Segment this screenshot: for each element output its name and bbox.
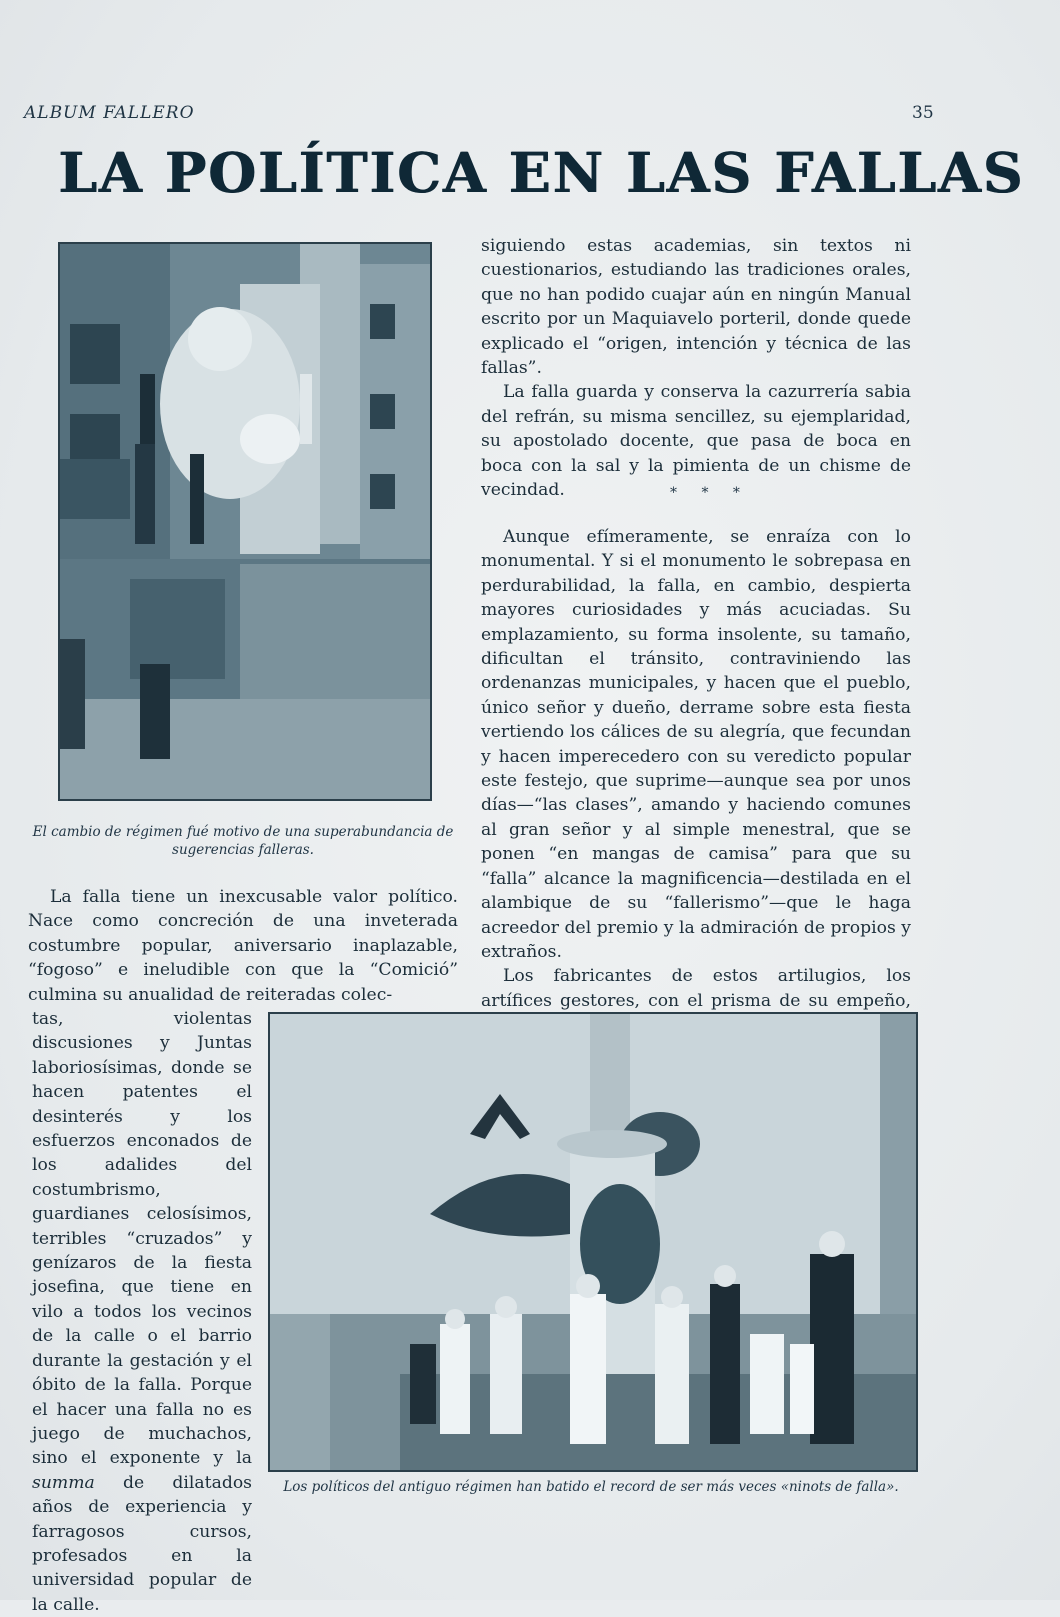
left-column xyxy=(28,885,458,1007)
section-separator: * * * xyxy=(670,485,750,501)
right-column-continued xyxy=(481,525,911,1038)
right-paragraph-4: Los fabricantes de estos artilugios, los artífices gestores, con el prisma de su empeño, xyxy=(481,966,911,1011)
photo2-caption: Los políticos del antiguo régimen han batido el record de ser más veces «ninots de falla». xyxy=(283,1479,899,1495)
right-paragraph-3: Aunque efímeramente, se enraíza con lo monumental. Y si el monumento le sobrepasa en perdurabilidad, la falla, en cambio, despierta mayores curiosidades y más acuciadas. Su emplazamiento, su forma insolente, su tamaño, dificultan el tránsito, contraviniendo las ordenanzas municipales, y hacen que el pueblo, único señor y dueño, derrame sobre esta fiesta vertiendo los cálices de su alegría, que fecundan y hacen imperecedero con su veredicto popular este festejo, que suprime—aunque sea por unos días—“las clases”, amando y haciendo comunes al gran señor y al simple menestral, que se ponen “en mangas de camisa” para que su “falla” alcance la magnificencia—destilada en el alambique de su “fallerismo”—que le haga acreedor del premio y la admiración de propios y extraños. xyxy=(481,527,911,962)
article-title: LA POLÍTICA EN LAS FALLAS xyxy=(58,140,1025,205)
narrow-text-a: tas, violentas discusiones y Juntas laboriosísimas, donde se hacen patentes el desinterés y los esfuerzos enconados de los adalides del costumbrismo, guardianes celosísimos, terribles “cruzados” y genízaros de la fiesta josefina, que tiene en vilo a todos los vecinos de la calle o el barrio durante la gestación y el óbito de la falla. Porque el hacer una falla no es juego de muchachos, sino el exponente y la xyxy=(32,1009,252,1469)
right-paragraph-2: La falla guarda y conserva la cazurrería sabia del refrán, su misma sencillez, su ejemplaridad, su apostolado docente, que pasa de boca en boca con la sal y la pimienta de un chisme de vecindad. xyxy=(481,382,911,501)
left-paragraph-1: La falla tiene un inexcusable valor político. Nace como concreción de una inveterada costumbre popular, aniversario inaplazable, “fogoso” e ineludible con que la “Comició” culmina su anualidad de reiteradas colec- xyxy=(28,887,458,1005)
falla-monument-illustration xyxy=(60,244,430,799)
page-number: 35 xyxy=(912,103,934,123)
narrow-column xyxy=(32,1007,252,1617)
politicians-ninots-photo xyxy=(268,1012,918,1472)
right-paragraph-1: siguiendo estas academias, sin textos ni cuestionarios, estudiando las tradiciones orales, que no han podido cuajar aún en ningún Manual escrito por un Maquiavelo porteril, donde quede explicado el “origen, intención y técnica de las fallas”. xyxy=(481,236,911,379)
running-title: ALBUM FALLERO xyxy=(24,103,195,123)
narrow-text-emphasis: summa xyxy=(32,1472,95,1493)
right-column xyxy=(481,234,911,502)
narrow-text-b: de dilatados años de experiencia y farragosos cursos, profesados en la universidad popular de la calle. xyxy=(32,1472,252,1615)
photo1-caption: El cambio de régimen fué motivo de una superabundancia de sugerencias falleras. xyxy=(32,824,454,858)
politicians-ninots-illustration xyxy=(270,1014,916,1470)
falla-monument-photo xyxy=(58,242,432,801)
